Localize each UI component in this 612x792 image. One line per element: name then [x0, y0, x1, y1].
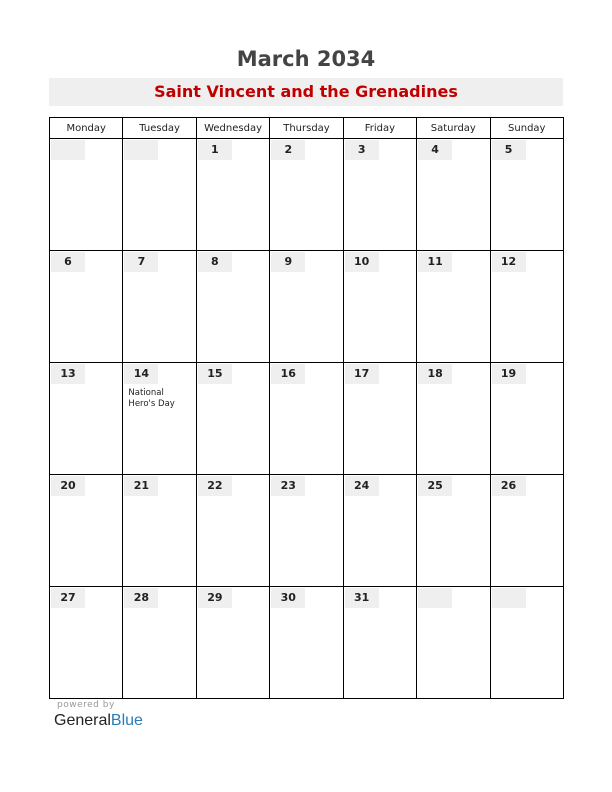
day-number: 31	[345, 588, 379, 608]
day-number: 22	[198, 476, 232, 496]
brand-general: General	[54, 712, 111, 729]
day-cell	[123, 363, 196, 475]
week-row	[50, 251, 564, 363]
day-number: 2	[271, 140, 305, 160]
day-cell	[490, 251, 563, 363]
weekday-header: Thursday	[270, 118, 343, 139]
day-number: 17	[345, 364, 379, 384]
day-cell	[417, 363, 490, 475]
day-number: 9	[271, 252, 305, 272]
day-number: 16	[271, 364, 305, 384]
day-cell	[417, 251, 490, 363]
day-cell	[270, 139, 343, 251]
day-number: 26	[492, 476, 526, 496]
day-cell	[343, 363, 416, 475]
calendar-grid	[49, 117, 564, 699]
day-number: 19	[492, 364, 526, 384]
weekday-header: Friday	[343, 118, 416, 139]
day-cell	[343, 251, 416, 363]
holiday-label: National Hero's Day	[128, 388, 175, 409]
day-number: 30	[271, 588, 305, 608]
day-cell	[196, 475, 269, 587]
day-cell	[50, 139, 123, 251]
day-cell	[123, 251, 196, 363]
day-cell	[490, 475, 563, 587]
day-cell	[490, 587, 563, 699]
day-cell	[123, 475, 196, 587]
day-cell	[196, 587, 269, 699]
day-number: 23	[271, 476, 305, 496]
week-row	[50, 587, 564, 699]
day-number	[418, 588, 452, 608]
page-title: March 2034	[236, 47, 376, 71]
day-cell	[343, 587, 416, 699]
day-number	[51, 140, 85, 160]
weekday-header-row	[50, 118, 564, 139]
day-cell	[417, 139, 490, 251]
weekday-header: Monday	[50, 118, 123, 139]
day-number: 12	[492, 252, 526, 272]
day-number: 29	[198, 588, 232, 608]
day-number: 14	[124, 364, 158, 384]
day-number: 4	[418, 140, 452, 160]
day-number: 8	[198, 252, 232, 272]
day-cell	[123, 587, 196, 699]
day-cell	[50, 587, 123, 699]
day-cell	[196, 139, 269, 251]
day-number	[124, 140, 158, 160]
day-cell	[343, 475, 416, 587]
week-row	[50, 475, 564, 587]
weekday-header: Sunday	[490, 118, 563, 139]
day-cell	[50, 475, 123, 587]
day-cell	[123, 139, 196, 251]
brand-blue: Blue	[110, 712, 143, 729]
day-number: 3	[345, 140, 379, 160]
day-number: 15	[198, 364, 232, 384]
country-name: Saint Vincent and the Grenadines	[49, 78, 563, 106]
day-cell	[343, 139, 416, 251]
day-cell	[196, 363, 269, 475]
day-number: 18	[418, 364, 452, 384]
day-cell	[417, 587, 490, 699]
day-number: 13	[51, 364, 85, 384]
day-cell	[270, 363, 343, 475]
day-number: 21	[124, 476, 158, 496]
day-number	[492, 588, 526, 608]
day-number: 20	[51, 476, 85, 496]
day-number: 1	[198, 140, 232, 160]
day-number: 10	[345, 252, 379, 272]
day-number: 7	[124, 252, 158, 272]
day-cell	[490, 139, 563, 251]
day-number: 25	[418, 476, 452, 496]
day-cell	[50, 251, 123, 363]
day-cell	[490, 363, 563, 475]
weekday-header: Tuesday	[123, 118, 196, 139]
day-number: 24	[345, 476, 379, 496]
day-cell	[270, 587, 343, 699]
day-cell	[196, 251, 269, 363]
day-cell	[417, 475, 490, 587]
week-row	[50, 363, 564, 475]
day-cell	[270, 251, 343, 363]
weekday-header: Wednesday	[196, 118, 269, 139]
brand-logo[interactable]	[54, 712, 143, 730]
day-number: 5	[492, 140, 526, 160]
day-cell	[50, 363, 123, 475]
day-cell	[270, 475, 343, 587]
day-number: 11	[418, 252, 452, 272]
week-row	[50, 139, 564, 251]
powered-by-text: powered by	[57, 700, 115, 710]
weekday-header: Saturday	[417, 118, 490, 139]
day-number: 27	[51, 588, 85, 608]
day-number: 6	[51, 252, 85, 272]
day-number: 28	[124, 588, 158, 608]
